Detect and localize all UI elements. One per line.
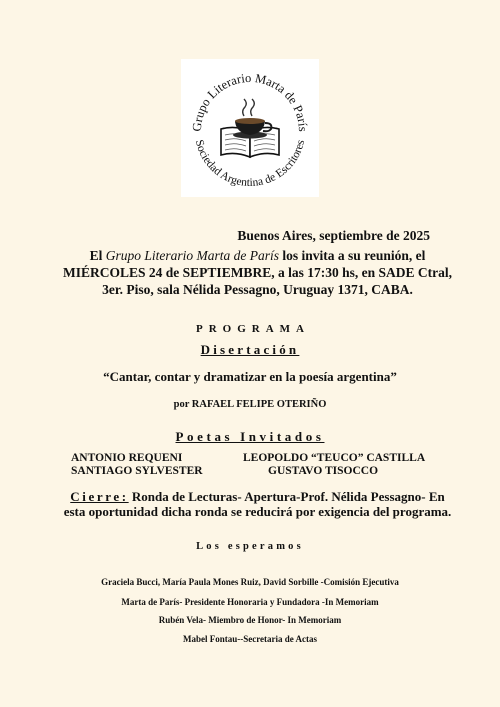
disertacion-heading: Disertación [200,342,300,357]
poet-name: LEOPOLDO “TEUCO” CASTILLA [243,452,426,464]
closing-line: Los esperamos [196,541,304,552]
group-name: Grupo Literario Marta de París [105,248,279,263]
footer-line: Marta de París- Presidente Honoraria y Fundadora -In Memoriam [121,597,379,607]
logo-seal [181,59,319,197]
programa-heading: PROGRAMA [196,323,310,335]
poet-name: GUSTAVO TISOCCO [268,465,379,477]
intro-prefix: El [89,248,106,263]
cierre-label: Cierre: [70,489,129,504]
group-logo [181,59,319,197]
footer-line: Mabel Fontau--Secretaria de Actas [182,634,318,644]
talk-title: “Cantar, contar y dramatizar en la poesía argentina” [103,369,397,384]
footer-line: Graciela Bucci, María Paula Mones Ruiz, David Sorbille -Comisión Ejecutiva [101,577,399,587]
speaker-line: por RAFAEL FELIPE OTERIÑO [173,399,327,410]
logo-top-text: Grupo Literario Marta de París [189,70,311,132]
footer-line: Rubén Vela- Miembro de Honor- In Memoriam [158,615,342,625]
poet-name: SANTIAGO SYLVESTER [71,465,203,477]
intro-suffix: los invita a su reunión, el MIÉRCOLES 24 de SEPTIEMBRE, a las 17:30 hs, en SADE Ctral, 3er. Piso, sala Nélida Pessagno, Uruguay 1371, CABA. [63,248,452,297]
poetas-heading: Poetas Invitados [175,429,325,444]
book-cup-icon [221,99,279,157]
invitation-text [60,247,455,298]
poet-name: ANTONIO REQUENI [71,452,183,464]
cierre-text: Ronda de Lecturas- Apertura-Prof. Nélida Pessagno- En esta oportunidad dicha ronda se reducirá por exigencia del programa. [63,489,452,519]
logo-bottom-text: Sociedad Argentina de Escritores [192,138,308,190]
cierre-paragraph [60,489,455,519]
date-line: Buenos Aires, septiembre de 2025 [237,228,430,243]
